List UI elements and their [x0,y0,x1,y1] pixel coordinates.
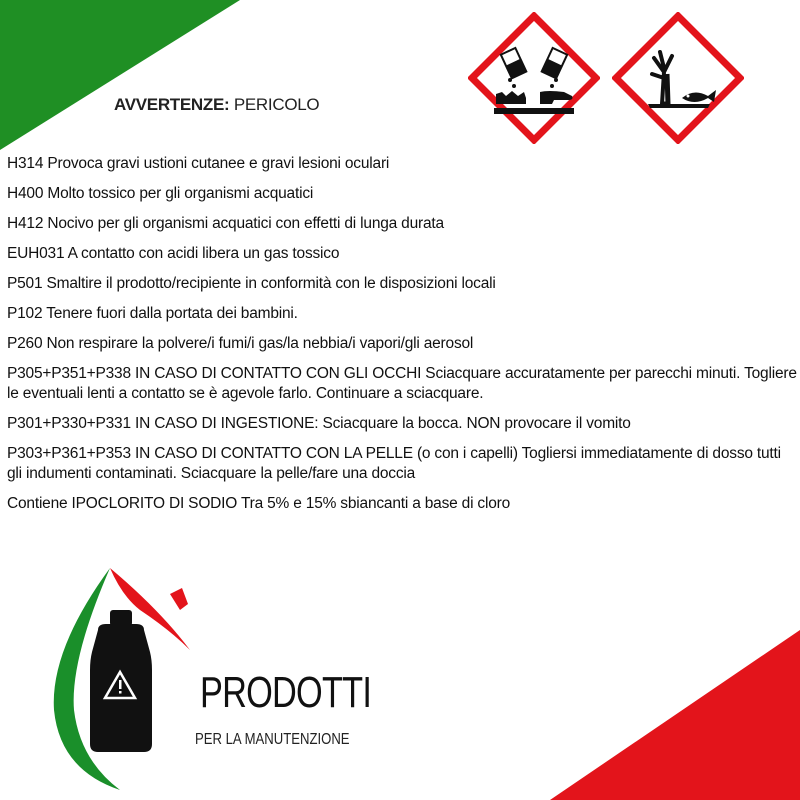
signal-word-line [114,95,319,115]
green-corner-decoration [0,0,240,150]
red-corner-decoration [550,630,800,800]
brand-name: PRODOTTI [200,668,372,717]
statement-p501: P501 Smaltire il prodotto/recipiente in conformità con le disposizioni locali [7,275,496,292]
statement-contains: Contiene IPOCLORITO DI SODIO Tra 5% e 15% sbiancanti a base di cloro [7,495,511,512]
statement-p301: P301+P330+P331 IN CASO DI INGESTIONE: Sciacquare la bocca. NON provocare il vomito [7,415,631,432]
ghs09-environment-icon [612,12,744,144]
statement-h400: H400 Molto tossico per gli organismi acquatici [7,185,314,202]
brand-tagline: PER LA MANUTENZIONE [195,731,350,748]
statement-euh031: EUH031 A contatto con acidi libera un gas tossico [7,245,340,262]
ghs05-corrosive-icon [468,12,600,144]
statement-p305: P305+P351+P338 IN CASO DI CONTATTO CON GLI OCCHI Sciacquare accuratamente per parecchi minuti. Togliere le eventuali lenti a contatto se è agevole farlo. Continuare a sciacquare. [7,365,797,402]
signal-label: AVVERTENZE [114,95,225,114]
statement-p303: P303+P361+P353 IN CASO DI CONTATTO CON LA PELLE (o con i capelli) Togliersi immediatamente di dosso tutti gli indumenti contaminati. Sciacquare la pelle/fare una doccia [7,445,781,482]
statement-h314: H314 Provoca gravi ustioni cutanee e gravi lesioni oculari [7,155,390,172]
signal-separator: : [224,95,230,114]
hazard-statements [7,154,799,524]
statement-h412: H412 Nocivo per gli organismi acquatici con effetti di lunga durata [7,215,444,232]
signal-word: PERICOLO [233,95,320,114]
statement-p102: P102 Tenere fuori dalla portata dei bambini. [7,305,298,322]
statement-p260: P260 Non respirare la polvere/i fumi/i gas/la nebbia/i vapori/gli aerosol [7,335,474,352]
